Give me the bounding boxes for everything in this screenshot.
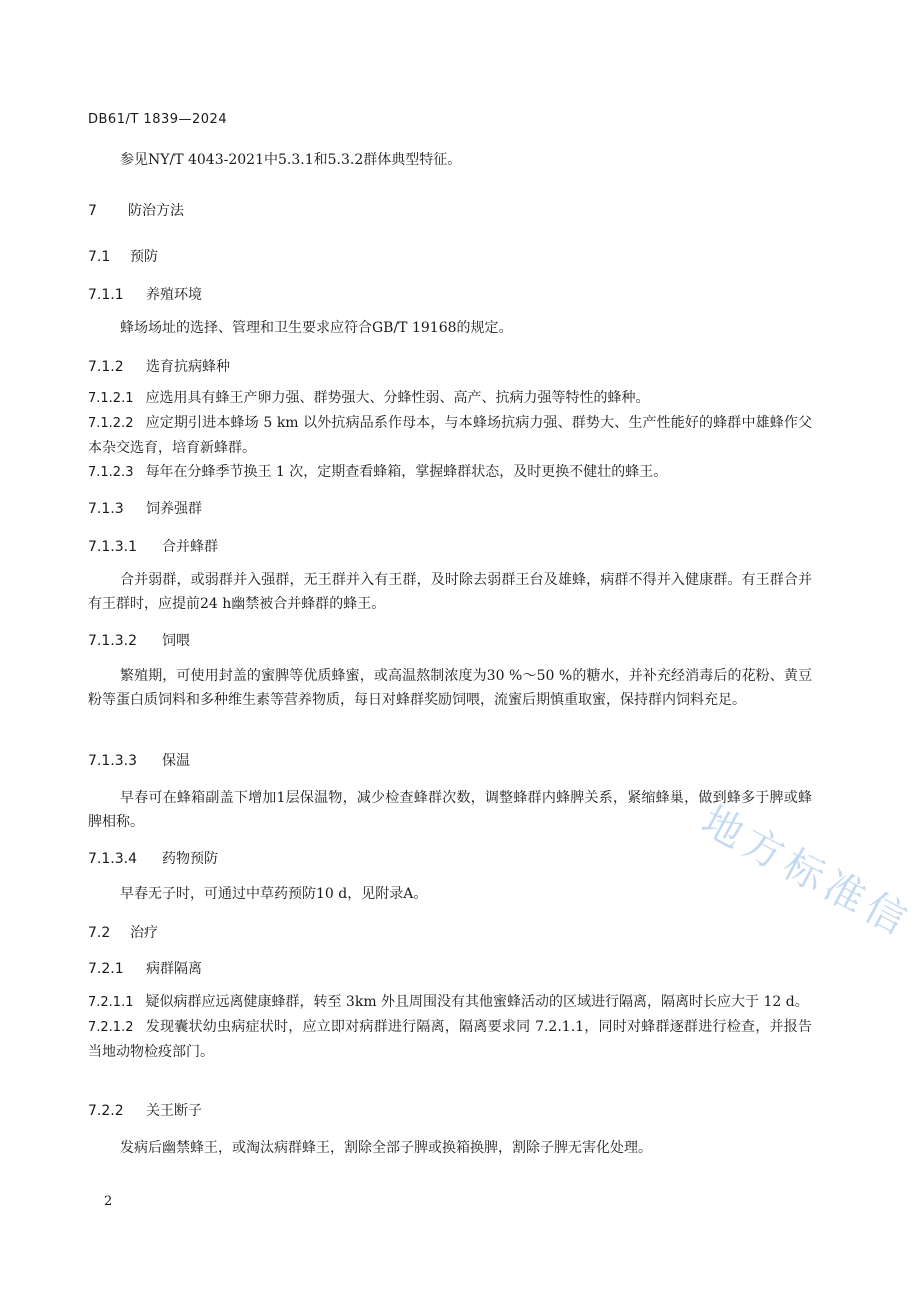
section-7-2-heading: 7.2 治疗 [88,925,158,941]
section-7-1-1-heading: 7.1.1 养殖环境 [88,287,202,303]
section-7-1-3-4-heading: 7.1.3.4 药物预防 [88,851,218,867]
section-7-1-3-4-paragraph: 早春无子时，可通过中草药预防10 d，见附录A。 [120,886,428,902]
section-7-1-3-1-heading: 7.1.3.1 合并蜂群 [88,539,218,555]
page-number: 2 [104,1194,113,1209]
section-7-heading: 7 防治方法 [88,203,184,219]
section-7-1-2-heading: 7.1.2 选育抗病蜂种 [88,359,230,375]
section-7-1-3-3-paragraph: 早春可在蜂箱副盖下增加1层保温物，减少检查蜂群次数，调整蜂群内蜂脾关系，紧缩蜂巢，做到蜂多于脾或蜂脾相称。 [88,790,812,830]
watermark: 地方标准信 [694,797,919,947]
section-7-1-3-1-paragraph: 合并弱群，或弱群并入强群，无王群并入有王群，及时除去弱群王台及雄蜂，病群不得并入健康群。有王群合并有王群时，应提前24 h幽禁被合并蜂群的蜂王。 [88,572,812,612]
section-7-2-1-heading: 7.2.1 病群隔离 [88,961,202,977]
section-7-1-1-paragraph: 蜂场场址的选择、管理和卫生要求应符合GB/T 19168的规定。 [120,320,513,336]
section-7-1-2-items [88,386,812,485]
section-7-1-3-3-heading: 7.1.3.3 保温 [88,753,190,769]
section-7-2-2-heading: 7.2.2 关王断子 [88,1103,202,1119]
section-7-1-3-heading: 7.1.3 饲养强群 [88,501,202,517]
list-item: 7.2.1.1 疑似病群应远离健康蜂群，转至 3km 外且周围没有其他蜜蜂活动的区域进行隔离，隔离时长应大于 12 d。 [88,994,809,1010]
list-item: 7.2.1.2 发现囊状幼虫病症状时，应立即对病群进行隔离，隔离要求同 7.2.1.1，同时对蜂群逐群进行检查，并报告当地动物检疫部门。 [88,1019,812,1060]
section-7-1-3-2-paragraph: 繁殖期，可使用封盖的蜜脾等优质蜂蜜，或高温熬制浓度为30 %～50 %的糖水，并补充经消毒后的花粉、黄豆粉等蛋白质饲料和多种维生素等营养物质，每日对蜂群奖励饲喂，流蜜后期慎重取蜜，保持群内饲料充足。 [88,668,812,708]
list-item: 7.1.2.3 每年在分蜂季节换王 1 次，定期查看蜂箱，掌握蜂群状态，及时更换不健壮的蜂王。 [88,464,668,480]
list-item: 7.1.2.1 应选用具有蜂王产卵力强、群势强大、分蜂性弱、高产、抗病力强等特性的蜂种。 [88,390,650,406]
section-7-2-1-items [88,990,812,1064]
section-7-2-2-paragraph: 发病后幽禁蜂王，或淘汰病群蜂王，割除全部子脾或换箱换脾，割除子脾无害化处理。 [120,1140,652,1156]
intro-paragraph: 参见NY/T 4043-2021中5.3.1和5.3.2群体典型特征。 [120,152,462,168]
document-id: DB61/T 1839—2024 [88,112,228,127]
section-7-1-3-2-heading: 7.1.3.2 饲喂 [88,633,190,649]
list-item: 7.1.2.2 应定期引进本蜂场 5 km 以外抗病品系作母本，与本蜂场抗病力强、群势大、生产性能好的蜂群中雄蜂作父本杂交选育，培育新蜂群。 [88,415,812,456]
section-7-1-heading: 7.1 预防 [88,249,158,265]
